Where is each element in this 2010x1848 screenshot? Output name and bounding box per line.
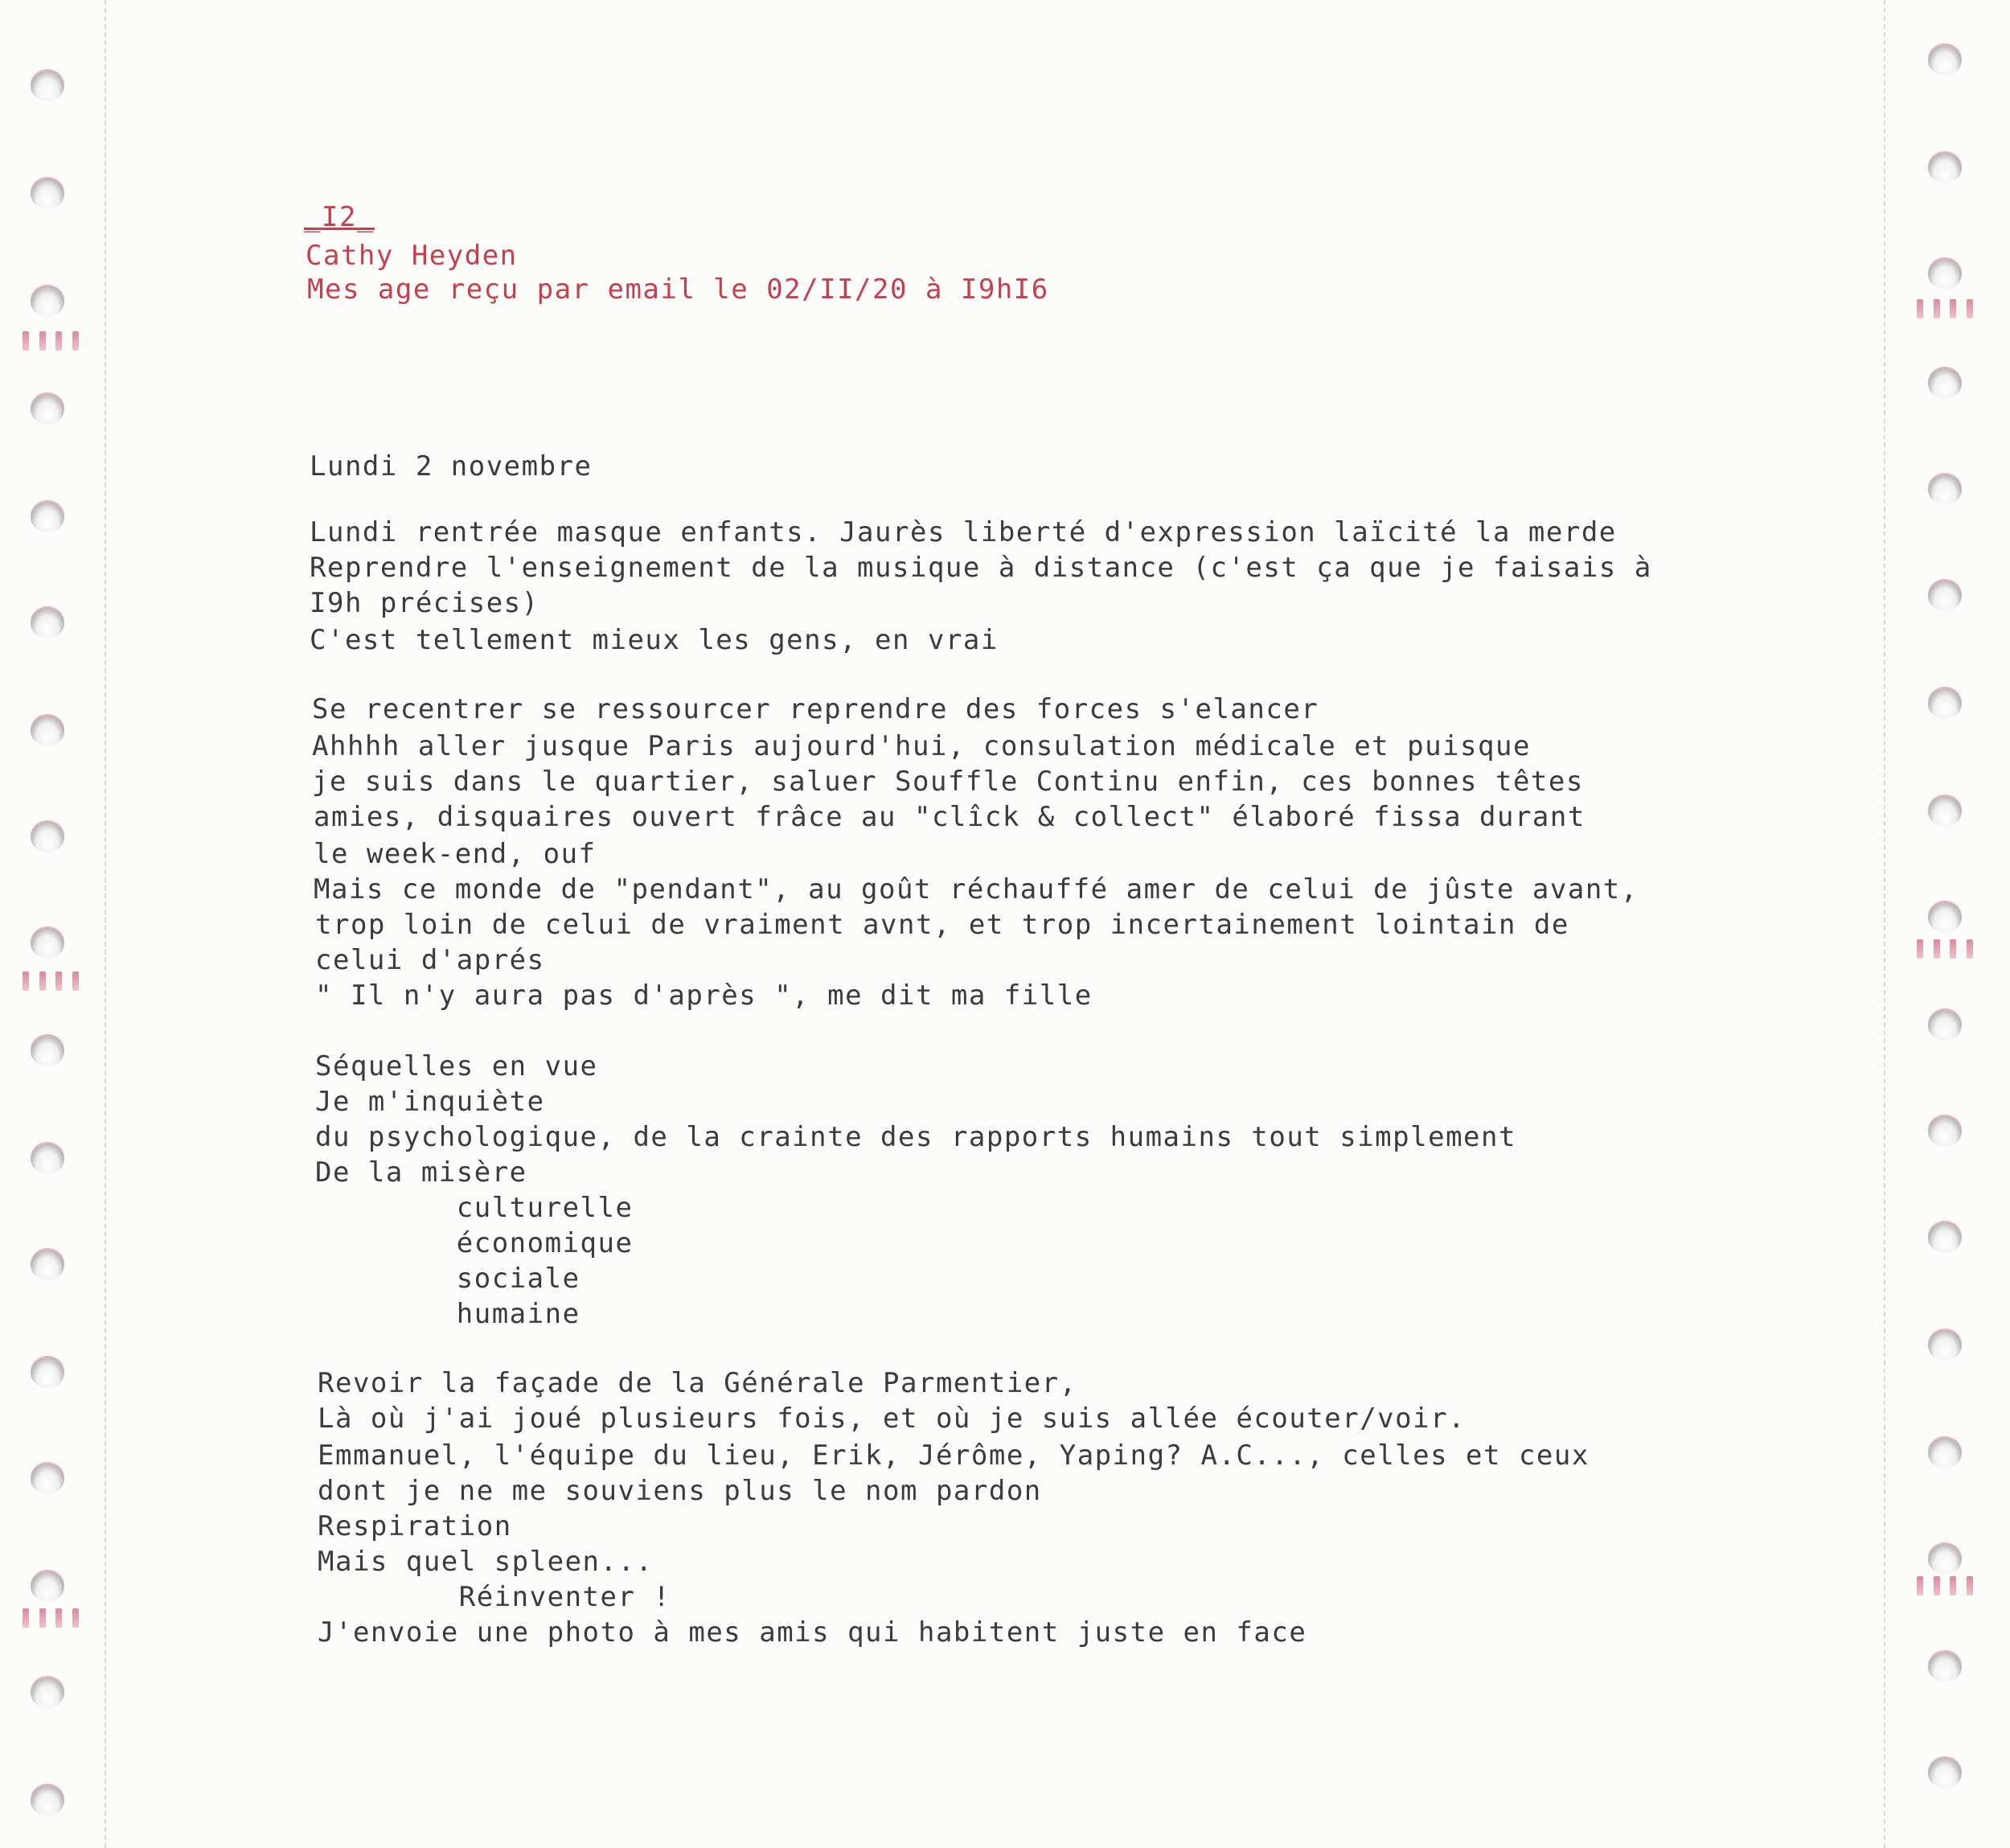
tractor-hole <box>1928 1330 1962 1361</box>
tractor-hole <box>1928 1544 1962 1575</box>
tractor-hole <box>31 1571 64 1602</box>
perforation-ticks <box>23 1608 79 1629</box>
para1-line-3: I9h précises) <box>310 587 539 619</box>
para4-line-5: Respiration <box>318 1510 512 1542</box>
right-perforation-line <box>1884 0 1885 1848</box>
message-received-info: Mes age reçu par email le 02/II/20 à I9hI6 <box>307 273 1049 306</box>
para3-line-6: économique <box>315 1227 634 1259</box>
tractor-hole <box>31 1036 64 1066</box>
para4-line-1: Revoir la façade de la Générale Parmentier, <box>318 1367 1077 1399</box>
para1-line-2: Reprendre l'enseignement de la musique à distance (c'est ça que je faisais à <box>310 552 1652 584</box>
tractor-hole <box>31 608 64 639</box>
tractor-hole <box>1928 45 1962 76</box>
tractor-hole <box>1928 259 1962 290</box>
tractor-hole <box>31 716 64 746</box>
author-name: Cathy Heyden <box>306 240 518 272</box>
tractor-hole <box>31 179 64 209</box>
para3-line-5: culturelle <box>315 1192 634 1224</box>
tractor-hole <box>1928 796 1962 827</box>
tractor-hole <box>1928 153 1962 183</box>
para3-line-3: du psychologique, de la crainte des rapports humains tout simplement <box>315 1121 1516 1153</box>
para3-line-2: Je m'inquiète <box>315 1086 545 1118</box>
tractor-hole <box>31 822 64 852</box>
perforation-ticks <box>23 331 79 352</box>
para3-line-1: Séquelles en vue <box>315 1050 598 1082</box>
tractor-hole <box>31 71 64 101</box>
para3-line-4: De la misère <box>315 1156 527 1189</box>
tractor-hole <box>1928 1652 1962 1682</box>
tractor-hole <box>31 1144 64 1174</box>
tractor-hole <box>31 1785 64 1816</box>
para2-line-1: Se recentrer se ressourcer reprendre des forces s'elancer <box>312 693 1319 725</box>
para4-line-3: Emmanuel, l'équipe du lieu, Erik, Jérôme, Yaping? A.C..., celles et ceux <box>318 1439 1590 1472</box>
para2-line-3: je suis dans le quartier, saluer Souffle Continu enfin, ces bonnes têtes <box>312 766 1584 798</box>
para4-line-7: Réinventer ! <box>318 1581 671 1613</box>
tractor-hole <box>1928 1010 1962 1041</box>
document-number: _I2_ <box>304 201 375 233</box>
tractor-hole <box>31 394 64 425</box>
para2-line-5: le week-end, ouf <box>314 838 597 870</box>
para2-line-8: celui d'aprés <box>315 944 545 976</box>
tractor-hole <box>31 502 64 532</box>
tractor-hole <box>1928 581 1962 611</box>
tractor-hole <box>1928 474 1962 505</box>
tractor-hole <box>31 928 64 959</box>
tractor-hole <box>31 1357 64 1388</box>
para2-line-6: Mais ce monde de "pendant", au goût réchauffé amer de celui de jûste avant, <box>314 873 1639 906</box>
tractor-hole <box>1928 1438 1962 1468</box>
para2-line-7: trop loin de celui de vraiment avnt, et trop incertainement lointain de <box>315 909 1569 941</box>
left-tractor-strip <box>0 0 105 1848</box>
tractor-hole <box>1928 1758 1962 1788</box>
tractor-hole <box>1928 902 1962 933</box>
tractor-hole <box>1928 1116 1962 1147</box>
para2-line-4: amies, disquaires ouvert frâce au "clîck & collect" élaboré fissa durant <box>314 801 1585 833</box>
perforation-ticks <box>1917 299 1973 320</box>
para3-line-8: humaine <box>315 1298 580 1330</box>
para4-line-6: Mais quel spleen... <box>318 1546 654 1578</box>
left-perforation-line <box>105 0 106 1848</box>
para1-line-1: Lundi rentrée masque enfants. Jaurès liberté d'expression laïcité la merde <box>310 516 1617 548</box>
para4-line-8: J'envoie une photo à mes amis qui habitent juste en face <box>318 1616 1307 1649</box>
perforation-ticks <box>23 971 79 992</box>
tractor-hole <box>31 1678 64 1708</box>
perforation-ticks <box>1917 939 1973 960</box>
tractor-hole <box>1928 1222 1962 1253</box>
para2-line-2: Ahhhh aller jusque Paris aujourd'hui, consulation médicale et puisque <box>312 730 1531 762</box>
para4-line-4: dont je ne me souviens plus le nom pardon <box>318 1475 1042 1507</box>
tractor-hole <box>31 286 64 317</box>
tractor-hole <box>1928 688 1962 719</box>
tractor-hole <box>31 1464 64 1494</box>
para2-line-9: " Il n'y aura pas d'après ", me dit ma fille <box>315 979 1093 1012</box>
perforation-ticks <box>1917 1576 1973 1597</box>
tractor-hole <box>1928 368 1962 399</box>
para4-line-2: Là où j'ai joué plusieurs fois, et où je suis allée écouter/voir. <box>318 1402 1466 1435</box>
para1-line-4: C'est tellement mieux les gens, en vrai <box>310 624 999 656</box>
tractor-hole <box>31 1250 64 1280</box>
para3-line-7: sociale <box>315 1263 580 1295</box>
entry-date: Lundi 2 novembre <box>310 450 593 483</box>
